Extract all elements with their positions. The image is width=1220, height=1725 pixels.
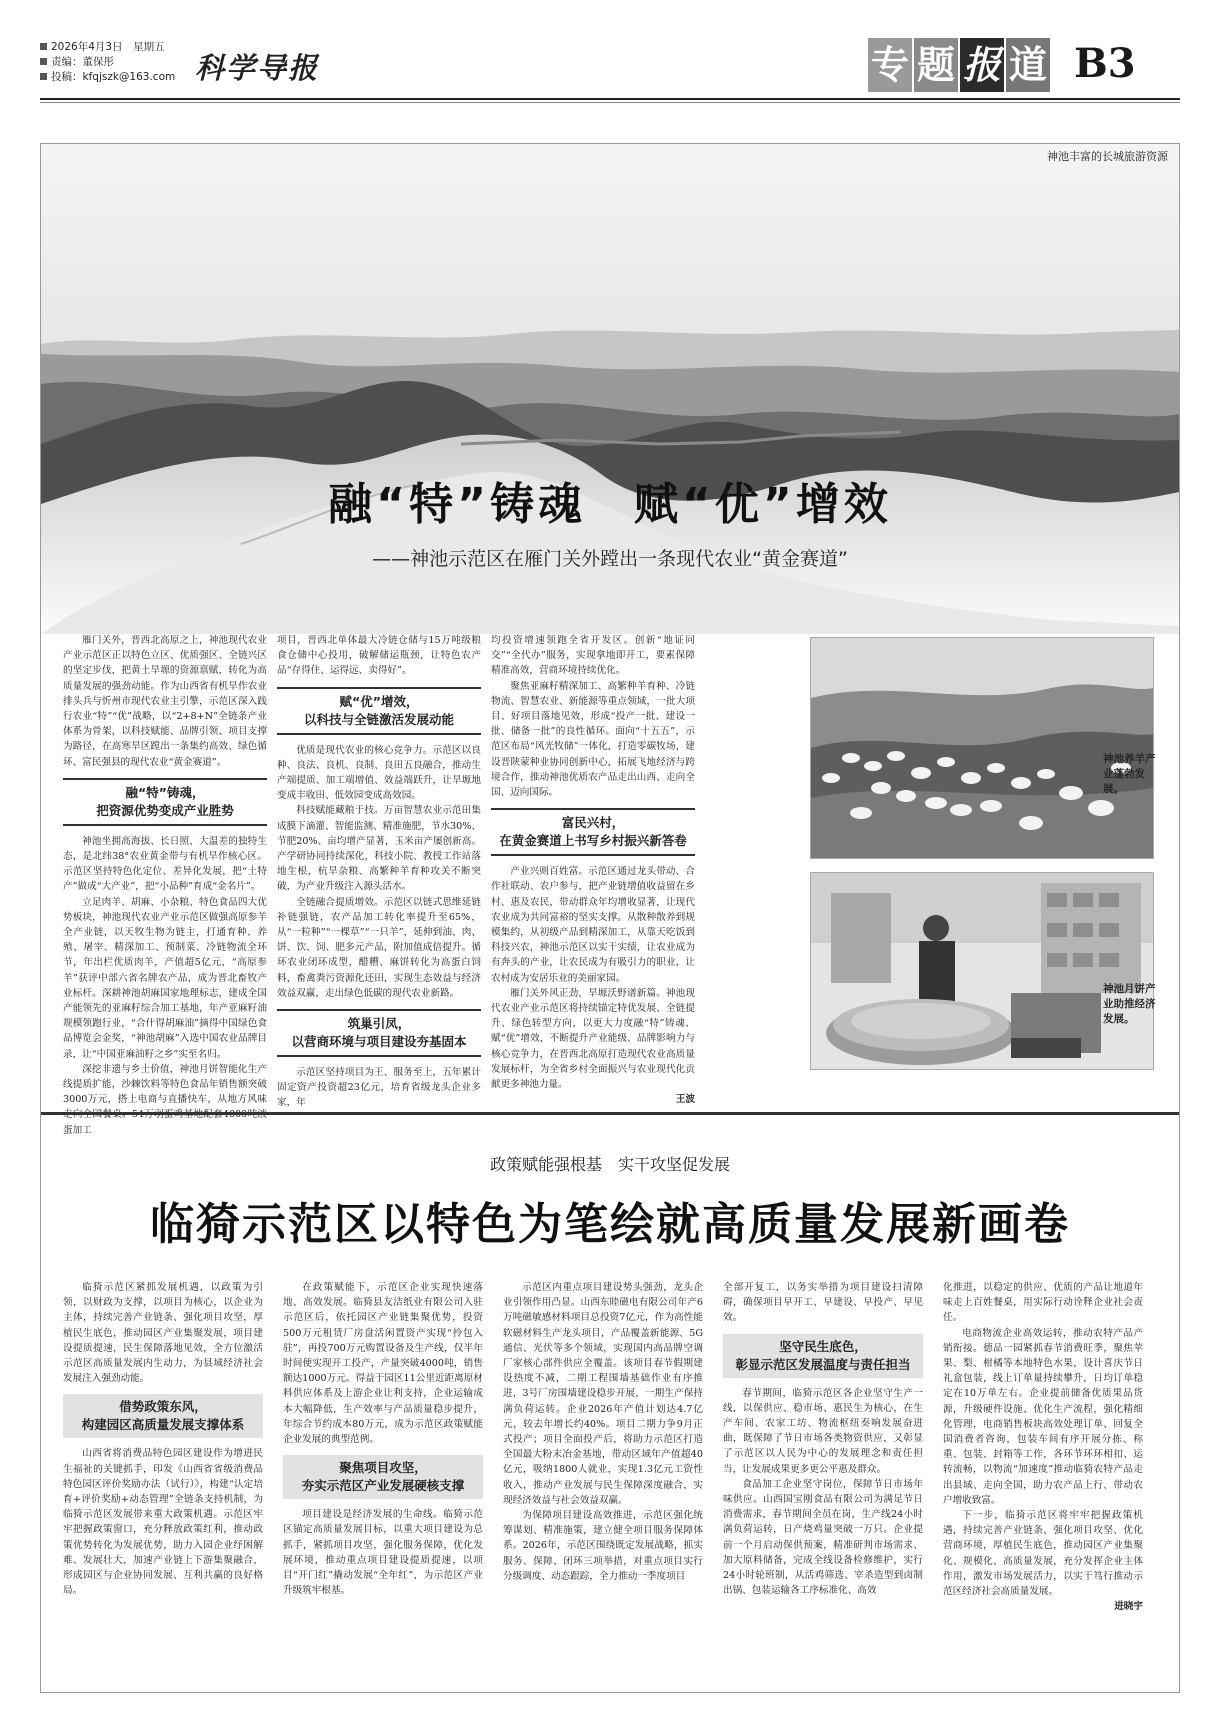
article2-kicker: 政策赋能强根基 实干攻坚促发展 [489,1155,730,1174]
photo1-caption: 神池养羊产业蓬勃发展。 [1103,753,1156,795]
paragraph: 为保障项目建设高效推进，示范区强化统筹谋划、精准施策，建立健全项目服务保障体系。2026年，示范区围绕既定发展战略，抓实服务、保障、闭环三项举措，对重点项目实行分级调度、动态跟踪，全力推动一季度项目 [503,1510,703,1582]
paragraph: 电商物流企业高效运转，推动农特产品产销衔接。德品一园紧抓春节消费旺季，聚焦苹果、梨、柑橘等本地特色水果，设计喜庆节日礼盒包装，线上订单量持续攀升，日均订单稳定在10万单左右。企业提前储备优质果品货源，升级硬件设施、优化生产流程，强化精细化管理，电商销售板块高效处理订单、回复全国消费者咨询，包装车间有序开展分拣、称重、包装、封箱等工作，各环节环环相扣、运转流畅，以物流“加速度”推动临猗农特产品走出县域、走向全国，助力农产品上行、带动农户增收致富。 [943,1327,1143,1506]
paragraph: 春节期间，临猗示范区各企业坚守生产一线，以保供应、稳市场、惠民生为核心，在生产车间、农家工坊、物流枢纽奏响发展奋进曲，既保障了节日市场各类物资供应，又彰显了示范区以人民为中心的发展理念和责任担当，让发展成果更多更公平惠及群众。 [723,1387,923,1475]
section-char-1: 专 [868,38,912,92]
article1-subhead-3: 筑巢引凤， 以营商环境与项目建设夯基固本 [277,1009,481,1057]
paragraph: 优质是现代农业的核心竞争力。示范区以良种、良法、良机、良制、良田五良融合，推动生产端提质、加工端增值、效益端跃升，让旱塬地变成丰收田、低效园变成高效园。 [277,744,481,802]
paragraph: 立足肉羊、胡麻、小杂粮、特色食品四大优势板块，神池现代农业产业示范区做强高原参羊全产业链，以天牧生物为链主，打通育种、养殖、屠宰、精深加工、预制菜、冷链物流全环节，年出栏优质肉羊，产值超5亿元，“高原参羊”获评中部六省名牌农产品，成为晋北畜牧产业标杆。深耕神池胡麻国家地理标志，建成全国产能领先的亚麻籽综合加工基地，年产亚麻籽油规模领跑行业，“合什得胡麻油”摘得中国绿色食品博览会金奖，“神池胡麻”入选中国农业品牌目录，让“中国亚麻油籽之乡”实至名归。 [63,896,267,1060]
article2-column-1 [63,1280,263,1680]
mooncake-image [811,873,1153,1069]
masthead-rule [40,98,1180,100]
article2-column-4 [723,1280,923,1680]
newspaper-logo: 科学导报 [195,51,320,85]
paragraph: 全部开复工，以务实举措为项目建设扫清障碍，确保项目早开工、早建设、早投产、早见效。 [723,1282,923,1324]
paragraph: 均投资增速领跑全省开发区。创新“地证同交”“全代办”服务，实现拿地即开工，要素保障精准高效，营商环境持续优化。 [491,635,695,677]
contribution-email: 投稿：kfqjszk@163.com [40,70,175,85]
paragraph: 山西省将消费品特色园区建设作为增进民生福祉的关键抓手，印发《山西省省级消费品特色园区评价奖励办法（试行）》，构建“认定培育+评价奖励+动态管理”全链条支持机制，为临猗示范区发展带来重大政策机遇。示范区牢牢把握政策窗口，充分释放政策红利，推动政策优势转化为发展优势，助力入园企业纾困解难、发展壮大，加速产业链上下游集聚融合，形成园区与企业协同发展、互利共赢的良好格局。 [63,1448,263,1597]
issue-date: 2026年4月3日 星期五 [40,40,175,55]
paragraph: 项目建设是经济发展的生命线。临猗示范区锚定高质量发展目标，以重大项目建设为总抓手，紧抓项目攻坚，强化服务保障，优化发展环境，推动重点项目建设提质提速，以项目“开门红”撬动发展“全年红”，为示范区产业升级筑牢根基。 [283,1509,483,1597]
paragraph: 项目，晋西北单体最大冷链仓储与15万吨级粮食仓储中心投用，破解储运瓶颈，让特色农产品“存得住、运得远、卖得好”。 [277,635,481,677]
article2-subhead-2: 聚焦项目攻坚， 夯实示范区产业发展硬核支撑 [283,1455,483,1499]
article1-column-3 [491,633,695,1106]
article1-column-2 [277,633,481,1109]
paragraph: 雁门关外，晋西北高原之上，神池现代农业产业示范区正以特色立区、优质强区、全链兴区的坚定步伐，把黄土旱塬的资源禀赋，转化为高质量发展的强劲动能。作为山西省有机旱作农业排头兵与忻州市现代农业主引擎，示范区深入践行农业“特”“优”战略，以“2+8+N”全链条产业体系为骨架，以科技赋能、品牌引领、项目支撑为路径，在高寒旱区蹚出一条集约高效、绿色循环、富民强县的现代农业“黄金赛道”。 [63,635,267,768]
paragraph: 神池坐拥高海拔、长日照、大温差的独特生态，是北纬38°农业黄金带与有机旱作核心区。示范区坚持特色化定位、差异化发展，把“土特产”做成“大产业”，把“小品种”育成“金名片”。 [63,835,267,893]
article2-column-2 [283,1280,483,1680]
photo-mooncake-shop [810,872,1154,1070]
article-divider [41,1112,1179,1115]
paragraph: 示范区内重点项目建设势头强劲，龙头企业引领作用凸显。山西东睦磁电有限公司年产6万吨磁敏感材料项目总投资7亿元，作为高性能软磁材料生产龙头项目，产品覆盖新能源、5G通信、光伏等多个领域，实现国内高品牌空调厂家核心部件供应全覆盖。该项目春节假期建设热度不减，二期工程围墙基础作业有序推进，3号厂房围墙建设稳步开展，一期生产保持满负荷运转。企业2026年产值计划达4.7亿元，较去年增长约40%。项目二期力争9月正式投产；项目全面投产后，将助力示范区打造全国最大粉末冶金基地，带动区域年产值超40亿元，吸纳1800人就业，实现1.3亿元工资性收入，推动产业发展与民生保障深度融合，实现经济效益与社会效益双赢。 [503,1282,703,1506]
article2-column-5 [943,1280,1143,1680]
article1-subhead-1: 融“特”铸魂， 把资源优势变成产业胜势 [63,778,267,826]
paragraph: 聚焦亚麻籽精深加工、高繁种羊育种、冷链物流、智慧农业、新能源等重点领域，一批大项目、好项目落地见效，形成“投产一批、建设一批、储备一批”的良性循环。面向“十五五”，示范区布局“风光牧储”一体化，打造零碳牧场，建设晋陕蒙种业协同创新中心，拓展飞地经济与跨境合作，推动神池优质农产品走出山西、走向全国、迈向国际。 [491,680,695,799]
article2-column-3 [503,1280,703,1680]
paragraph: 产业兴则百姓富。示范区通过龙头带动、合作社联动、农户参与，把产业链增值收益留在乡村、惠及农民，带动群众年均增收显著，让现代农业成为共同富裕的坚实支撑。从散种散养到规模集约，从初级产品到精深加工，从靠天吃饭到科技兴农，神池示范区以实干实绩，让农业成为有奔头的产业，让农民成为有吸引力的职业，让农村成为安居乐业的美丽家园。 [491,866,695,984]
article1-subhead-4: 富民兴村， 在黄金赛道上书写乡村振兴新答卷 [491,808,695,856]
paragraph: 在政策赋能下，示范区企业实现快速落地、高效发展。临猗县友洁纸业有限公司入驻示范区后，依托园区产业链集聚优势，投资500万元租赁厂房盘活闲置资产实现“拎包入驻”，再投700万元购置设备及生产线，仅半年时间便实现开工投产，产量突破4000吨，销售额达1000万元。得益于园区11公里近距离原材料供应体系及上游企业让利支持，企业运输成本大幅降低，生产效率与产品质量稳步提升，年综合节约成本80万元，成为示范区政策赋能企业发展的典型范例。 [283,1282,483,1446]
article2-title: 临猗示范区以特色为笔绘就高质量发展新画卷 [150,1199,1070,1250]
editor-line: 责编：董保彤 [40,55,175,70]
paragraph: 食品加工企业坚守岗位，保障节日市场年味供应。山西国宝刚食品有限公司为满足节日消费需求，春节期间全员在岗，生产线24小时满负荷运转，日产烧鸡量突破一万只。企业提前一个月启动保供预案，精准研判市场需求、加大原料储备，完成全线设备检修维护，实行24小时轮班制，从活鸡筛选、宰杀造型到卤制出锅、包装运输各工序标准化、高效 [723,1478,923,1597]
page-number: B3 [1074,40,1136,87]
paragraph: 深挖非遗与乡土价值，神池月饼智能化生产线提质扩能，沙棘饮料等特色食品年销售额突破3000万元，搭上电商与直播快车，从地方风味 蛋加工 [63,1063,267,1136]
paragraph: 全链融合提质增效。示范区以链式思维延链补链强链，农产品加工转化率提升至65%，从“一粒种”“一棵草”“一只羊”，延伸到油、肉、饼、饮、饲、肥多元产品，附加值成倍提升。循环农业闭环成型，醋糟、麻饼转化为高蛋白饲料，畜禽粪污资源化还田，实现生态效益与经济效益双赢，走出绿色低碳的现代农业新路。 [277,896,481,999]
paragraph: 化推进，以稳定的供应、优质的产品让地道年味走上百姓餐桌，用实际行动诠释企业社会责任。 [943,1282,1143,1324]
paragraph: 雁门关外风正劲，旱塬沃野谱新篇。神池现代农业产业示范区将持续锚定特优发展、全链提升、绿色转型方向，以更大力度融“特”铸魂、赋“优”增效，不断提升产业能级、品牌影响力与核心竞争力，在晋西北高原打造现代农业高质量发展标杆，为全省乡村全面振兴与农业现代化贡献更多神池力量。 [491,987,695,1091]
photo-sheep-herd [810,637,1154,859]
article2-subhead-1: 借势政策东风， 构建园区高质量发展支撑体系 [63,1394,263,1438]
article1-column-1 [63,633,267,1136]
sheep-image [811,638,1153,858]
article2-subhead-3: 坚守民生底色， 彰显示范区发展温度与责任担当 [723,1334,923,1378]
masthead-meta [40,40,175,85]
photo2-caption: 神池月饼产业助推经济发展。 [1103,983,1156,1025]
article1-author: 王波 [675,1094,695,1106]
section-char-3: 报 [960,38,1004,92]
paragraph: 临猗示范区紧抓发展机遇，以政策为引领，以财政为支撑，以项目为核心，以企业为主体，持续完善产业链条、强化项目攻坚，厚植民生底色，推动园区产业集聚发展，项目建设提质提速，民生保障落地见效，全方位激活示范区高质量发展内生动力，为县域经济社会发展注入强劲动能。 [63,1282,263,1385]
article2-author: 进晓宇 [1114,1601,1143,1613]
paragraph: 下一步，临猗示范区将牢牢把握政策机遇，持续完善产业链条、强化项目攻坚、优化营商环境，厚植民生底色，推动园区产业集聚化、规模化、高质量发展，充分发挥企业主体作用，激发市场发展活力，以实干笃行推动示范区经济社会高质量发展。 [943,1510,1143,1598]
article1-subtitle: ——神池示范区在雁门关外蹚出一条现代农业“黄金赛道” [372,548,848,570]
section-title [868,38,1052,96]
hero-caption: 神池丰富的长城旅游资源 [1047,150,1168,163]
article1-title: 融“特”铸魂 赋“优”增效 [328,479,892,530]
paragraph: 示范区坚持项目为王、服务至上，五年累计固定资产投资超23亿元，培育省级龙头企业多家，年 [277,1067,481,1109]
paragraph: 科技赋能藏粮于技。万亩智慧农业示范田集成膜下滴灌、智能监测、精准施肥，节水30%、节肥20%、亩均增产显著，玉米亩产屡创新高。产学研协同持续深化，科技小院、教授工作站落地生根，杭旱杂粮、高繁种羊育种攻关不断突破，为产业升级注入源头活水。 [277,805,481,893]
masthead-rule-thin [40,102,1180,103]
article1-subhead-2: 赋“优”增效， 以科技与全链激活发展动能 [277,687,481,735]
section-char-4: 道 [1006,38,1050,92]
section-char-2: 题 [914,38,958,92]
